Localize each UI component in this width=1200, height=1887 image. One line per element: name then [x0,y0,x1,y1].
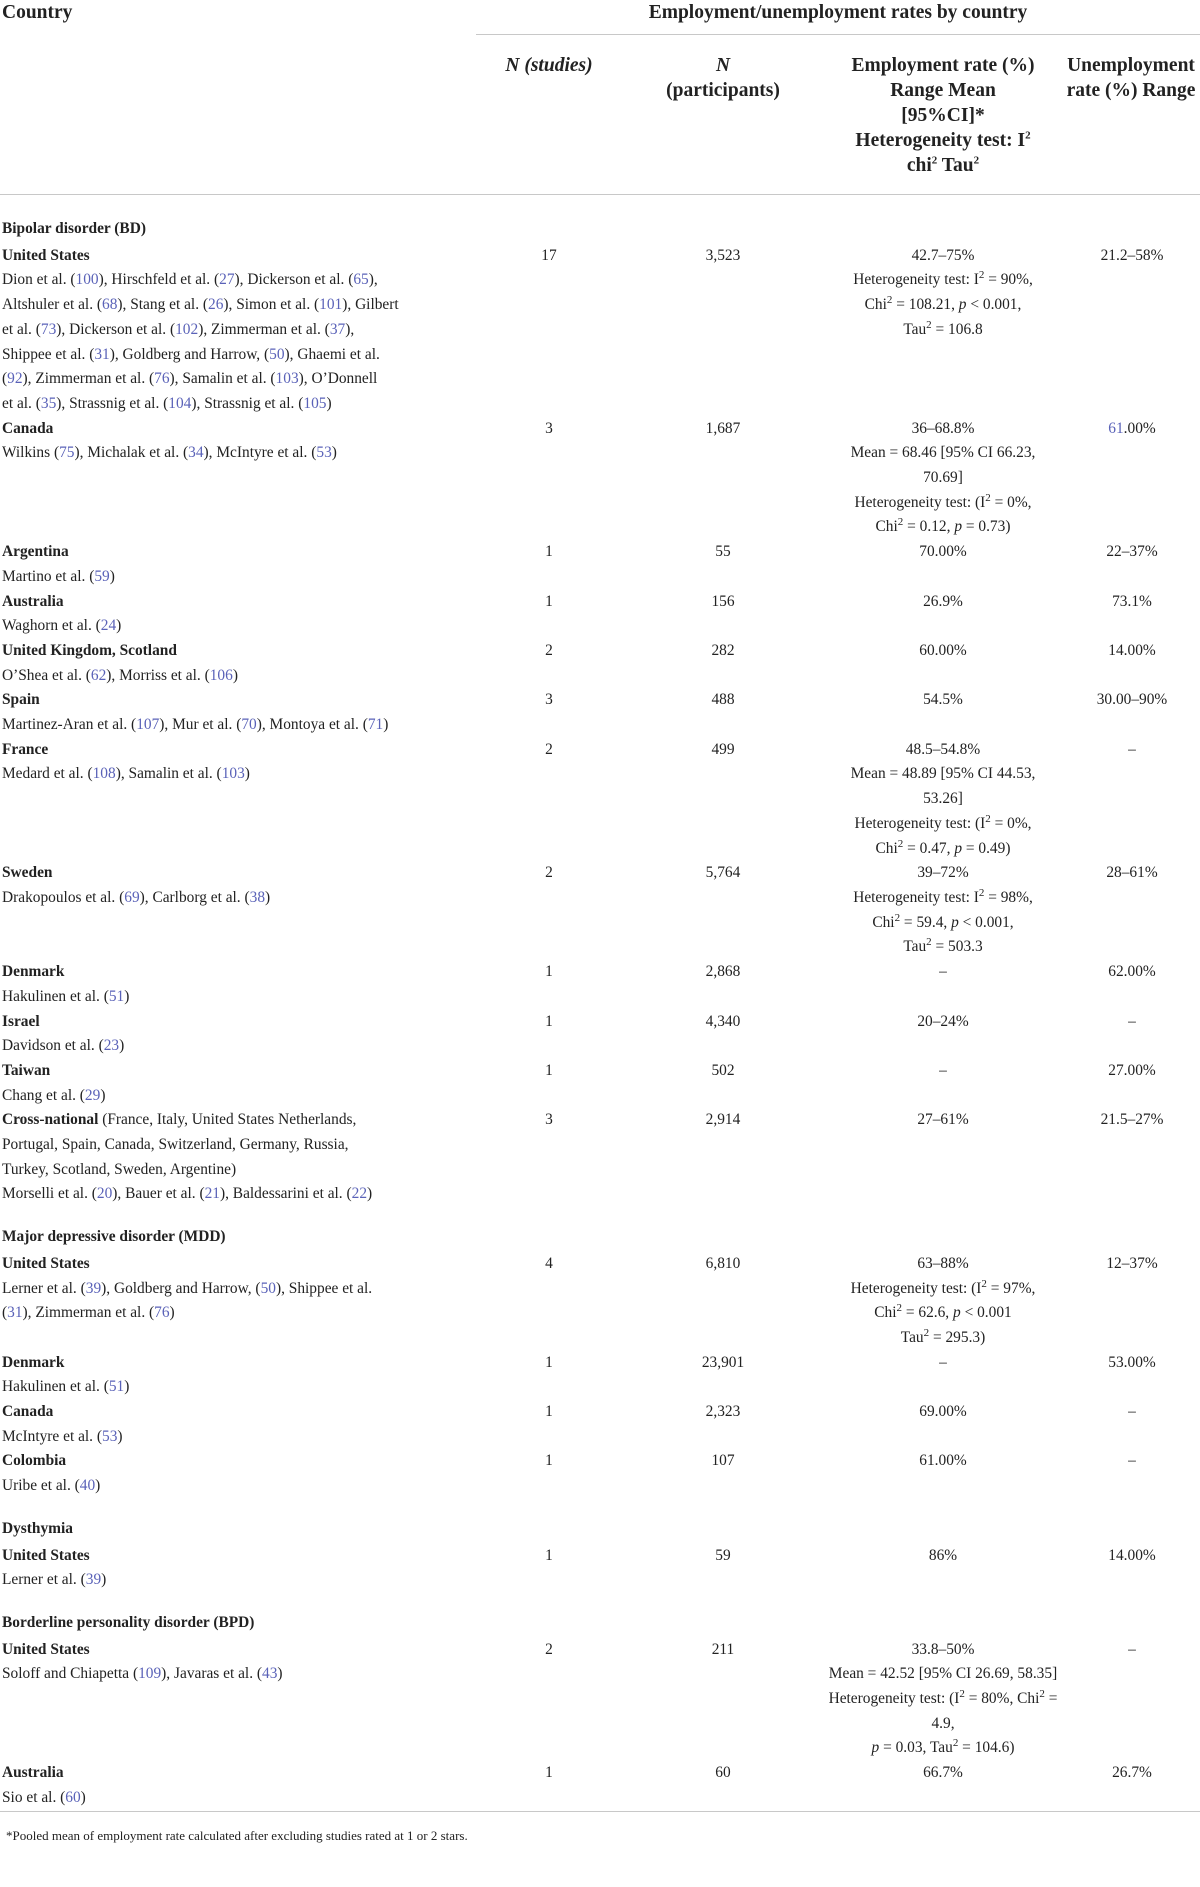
reference-line: Hakulinen et al. (51) [2,987,130,1005]
reference-line: Altshuler et al. (68), Stang et al. (26), Simon et al. (101), Gilbert [2,296,399,314]
study-references [2,886,476,911]
reference-line: Shippee et al. (31), Goldberg and Harrow, (50), Ghaemi et al. [2,345,380,363]
employment-rate-cell [824,1638,1062,1762]
reference-line: (31), Zimmerman et al. (76) [2,1304,175,1322]
employment-rate-cell [824,244,1062,417]
study-references [2,664,476,689]
section-row [0,1593,1200,1638]
n-studies-cell: 1 [545,963,553,981]
employment-line: Chi$^2$ = 0.47, p = 0.49) [875,837,1011,857]
n-studies-cell: 3 [545,691,553,709]
unemployment-rate-cell: 21.2–58% [1100,246,1164,264]
section-title: Major depressive disorder (MDD) [2,1228,226,1246]
country-name: Canada [2,419,54,437]
employment-rate-cell [824,1400,1062,1449]
country-cell [0,590,476,639]
n-studies-cell: 1 [545,1403,553,1421]
unemployment-rate-cell: 30.00–90% [1096,691,1168,709]
country-name: Denmark [2,1353,65,1371]
header-unemployment-line: rate (%) Range [1066,80,1196,101]
table-row [0,861,1200,960]
country-name: Israel [2,1012,40,1030]
study-references [2,565,476,590]
reference-line: Dion et al. (100), Hirschfeld et al. (27), Dickerson et al. (65), [2,271,378,289]
country-name: Australia [2,1764,64,1782]
n-studies-cell: 1 [545,592,553,610]
header-unemployment-line: Unemployment [1067,55,1195,76]
reference-line: Uribe et al. (40) [2,1477,101,1495]
unemployment-rate-cell: 73.1% [1112,592,1152,610]
table-row [0,639,1200,688]
unemployment-rate-cell: 28–61% [1106,864,1158,882]
unemployment-rate-cell: 14.00% [1108,1546,1156,1564]
table-footnote: *Pooled mean of employment rate calculated after excluding studies rated at 1 or 2 stars. [0,1811,1200,1848]
header-employment-line: Employment rate (%) [851,55,1035,76]
reference-line: Lerner et al. (39), Goldberg and Harrow, (50), Shippee et al. [2,1279,373,1297]
employment-line: p = 0.03, Tau$^2$ = 104.6) [871,1737,1015,1757]
unemployment-rate-cell: 61.00% [1108,419,1156,437]
country-name-line [2,738,476,763]
study-references [2,614,476,639]
header-employment-line: Range Mean [890,80,996,101]
employment-line: 42.7–75% [911,246,975,264]
n-participants-cell: 2,868 [705,963,741,981]
employment-line: 48.5–54.8% [905,740,981,758]
employment-line: 33.8–50% [911,1640,975,1658]
n-studies-cell: 17 [541,246,557,264]
unemployment-rate-cell: – [1128,1403,1136,1421]
employment-line: 27–61% [917,1111,969,1129]
header-employment-line: chi$^2$ Tau$^2$ [906,154,980,176]
study-references [2,1786,476,1811]
employment-rate-cell [824,861,1062,960]
employment-line: Heterogeneity test: ($I^2 = 0\%$, [854,491,1032,511]
header-employment-line: Heterogeneity test: $I^2$ [855,129,1031,151]
employment-rate-cell [824,590,1062,639]
header-group: Employment/unemployment rates by country [476,0,1200,35]
reference-line: Martino et al. (59) [2,567,115,585]
country-cell [0,1544,476,1593]
employment-rate-cell [824,639,1062,688]
unemployment-rate-cell: 21.5–27% [1100,1111,1164,1129]
employment-line: Mean = 42.52 [95% CI 26.69, 58.35] [828,1665,1058,1683]
table-row [0,960,1200,1009]
employment-line: Chi$^2$ = 59.4, p < 0.001, [872,911,1014,931]
employment-line: 63–88% [917,1254,969,1272]
employment-line: Heterogeneity test: ($I^2 = 80\%$, Chi$^2$ = 4.9, [828,1687,1058,1732]
country-name-line [2,417,476,442]
reference-line: Turkey, Scotland, Sweden, Argentine) [2,1160,237,1178]
employment-line: 70.69] [923,469,963,487]
country-name: United States [2,1254,90,1272]
table-row [0,417,1200,541]
table-row [0,1108,1200,1207]
n-participants-cell: 23,901 [701,1353,745,1371]
employment-line: Tau$^2$ = 295.3) [900,1326,986,1346]
unemployment-rate-cell: 27.00% [1108,1061,1156,1079]
employment-line: Chi$^2$ = 108.21, p < 0.001, [864,293,1022,314]
header-country: Country [2,2,73,23]
country-name-line [2,1638,476,1663]
unemployment-rate-cell: 14.00% [1108,641,1156,659]
employment-rate-cell [824,1351,1062,1400]
country-name: France [2,740,49,758]
study-references [2,441,476,466]
header-blank [0,35,476,195]
n-studies-cell: 2 [545,864,553,882]
n-studies-cell: 1 [545,1012,553,1030]
country-cell [0,1449,476,1498]
country-cell [0,1761,476,1811]
country-cell [0,738,476,862]
employment-line: 61.00% [919,1452,967,1470]
n-studies-cell: 1 [545,1764,553,1782]
study-references [2,1034,476,1059]
header-n-participants [622,35,824,195]
n-participants-cell: 107 [711,1452,735,1470]
unemployment-rate-cell: – [1128,1452,1136,1470]
reference-line: Hakulinen et al. (51) [2,1378,130,1396]
study-references [2,1662,476,1687]
table-row [0,1010,1200,1059]
unemployment-rate-cell: 12–37% [1106,1254,1158,1272]
reference-line: Portugal, Spain, Canada, Switzerland, Germany, Russia, [2,1136,349,1154]
study-references [2,713,476,738]
n-studies-cell: 3 [545,419,553,437]
country-name: Sweden [2,864,53,882]
unemployment-rate-cell: 26.7% [1112,1764,1152,1782]
n-studies-cell: 1 [545,1452,553,1470]
table-row [0,540,1200,589]
section-row [0,195,1200,244]
section-row [0,1499,1200,1544]
study-references [2,1133,476,1207]
country-cell [0,1108,476,1207]
country-name-line [2,1544,476,1569]
country-name-line [2,1252,476,1277]
employment-line: Mean = 48.89 [95% CI 44.53, [850,765,1036,783]
n-participants-cell: 2,914 [705,1111,741,1129]
reference-line: Waghorn et al. (24) [2,617,122,635]
header-n-participants-label: (participants) [666,80,780,101]
reference-line: Wilkins (75), Michalak et al. (34), McIntyre et al. (53) [2,444,337,462]
table-row [0,1400,1200,1449]
unemployment-rate-cell: 22–37% [1106,543,1158,561]
unemployment-rate-cell: 53.00% [1108,1353,1156,1371]
study-references [2,985,476,1010]
country-name-line [2,1108,476,1133]
country-cell [0,1010,476,1059]
n-participants-cell: 211 [711,1640,735,1658]
employment-line: Chi$^2$ = 0.12, p = 0.73) [875,516,1011,536]
table-row [0,1761,1200,1811]
study-references [2,1474,476,1499]
employment-rate-cell [824,1010,1062,1059]
study-references [2,1375,476,1400]
n-participants-cell: 1,687 [705,419,741,437]
employment-line: Tau$^2$ = 106.8 [903,318,983,338]
country-name-line [2,1059,476,1084]
header-unemployment-rate [1062,35,1200,195]
n-participants-cell: 3,523 [705,246,741,264]
country-cell [0,639,476,688]
n-studies-cell: 1 [545,543,553,561]
section-row [0,1207,1200,1252]
country-name-line [2,960,476,985]
country-name: Australia [2,592,64,610]
n-studies-cell: 4 [545,1254,553,1272]
country-name: Taiwan [2,1061,51,1079]
table-row [0,1638,1200,1762]
country-cell [0,540,476,589]
reference-line: McIntyre et al. (53) [2,1427,123,1445]
table-row [0,1252,1200,1351]
n-participants-cell: 156 [711,592,735,610]
n-studies-cell: 1 [545,1061,553,1079]
table-row [0,590,1200,639]
n-studies-cell: 2 [545,641,553,659]
country-name: Argentina [2,543,69,561]
table-row [0,1449,1200,1498]
country-name-line [2,540,476,565]
country-name-line [2,639,476,664]
employment-line: 20–24% [917,1012,969,1030]
n-participants-cell: 59 [715,1546,731,1564]
n-participants-cell: 6,810 [705,1254,741,1272]
n-studies-cell: 1 [545,1546,553,1564]
table-row [0,688,1200,737]
employment-line: 86% [928,1546,958,1564]
section-title: Bipolar disorder (BD) [2,220,146,237]
table-row [0,244,1200,417]
country-cell [0,1252,476,1351]
employment-line: Tau$^2$ = 503.3 [903,936,983,956]
n-studies-cell: 2 [545,740,553,758]
unemployment-rate-cell: – [1128,740,1136,758]
country-name-line [2,1010,476,1035]
country-note: (France, Italy, United States Netherlands, [98,1111,357,1129]
country-name-line [2,1761,476,1786]
n-participants-cell: 5,764 [705,864,741,882]
country-cell [0,960,476,1009]
table-row [0,1351,1200,1400]
reference-line: Soloff and Chiapetta (109), Javaras et al. (43) [2,1665,283,1683]
country-name-line [2,1351,476,1376]
country-cell [0,1351,476,1400]
reference-line: (92), Zimmerman et al. (76), Samalin et al. (103), O’Donnell [2,370,378,388]
country-cell [0,244,476,417]
employment-rate-cell [824,417,1062,541]
n-participants-cell: 55 [715,543,731,561]
employment-line: – [939,1353,947,1371]
country-name: Cross-national [2,1111,99,1129]
employment-line: – [939,1061,947,1079]
employment-line: Heterogeneity test: $I^2 = 90\%$, [853,269,1033,289]
country-cell [0,417,476,541]
employment-rate-cell [824,960,1062,1009]
reference-line: Davidson et al. (23) [2,1037,125,1055]
country-name-line [2,244,476,269]
country-name: Canada [2,1403,54,1421]
header-n-studies [476,35,622,195]
country-name-line [2,861,476,886]
employment-line: 54.5% [923,691,963,709]
country-name: Denmark [2,963,65,981]
reference-line: et al. (73), Dickerson et al. (102), Zimmerman et al. (37), [2,320,355,338]
employment-line: – [939,963,947,981]
country-cell [0,861,476,960]
employment-line: 70.00% [919,543,967,561]
employment-rate-cell [824,1544,1062,1593]
country-name: United States [2,1640,90,1658]
reference-line: Chang et al. (29) [2,1086,106,1104]
n-studies-cell: 2 [545,1640,553,1658]
country-name-line [2,688,476,713]
country-cell [0,688,476,737]
header-employment-rate [824,35,1062,195]
reference-line: O’Shea et al. (62), Morriss et al. (106) [2,666,238,684]
header-n-studies-text: N (studies) [505,55,593,76]
employment-line: 39–72% [917,864,969,882]
reference-line: Drakopoulos et al. (69), Carlborg et al. (38) [2,888,271,906]
table-row [0,1544,1200,1593]
reference-line: Martinez-Aran et al. (107), Mur et al. (70), Montoya et al. (71) [2,716,389,734]
study-references [2,1425,476,1450]
country-cell [0,1638,476,1762]
reference-line: et al. (35), Strassnig et al. (104), Strassnig et al. (105) [2,394,332,412]
employment-line: 60.00% [919,641,967,659]
n-participants-cell: 502 [711,1061,735,1079]
unemployment-rate-cell: – [1128,1640,1136,1658]
reference-line: Morselli et al. (20), Bauer et al. (21), Baldessarini et al. (22) [2,1185,373,1203]
country-name-line [2,590,476,615]
employment-rate-cell [824,738,1062,862]
employment-rate-cell [824,1761,1062,1811]
employment-rate-cell [824,1108,1062,1207]
reference-line: Sio et al. (60) [2,1788,86,1806]
study-references [2,762,476,787]
n-studies-cell: 3 [545,1111,553,1129]
table-body [0,195,1200,1812]
employment-line: Mean = 68.46 [95% CI 66.23, [850,444,1036,462]
n-participants-cell: 282 [711,641,735,659]
employment-rate-cell [824,688,1062,737]
employment-line: 53.26] [923,790,963,808]
country-name: Spain [2,691,40,709]
n-participants-cell: 2,323 [705,1403,741,1421]
employment-line: 26.9% [923,592,963,610]
table-row [0,1059,1200,1108]
n-participants-cell: 499 [711,740,735,758]
section-title: Borderline personality disorder (BPD) [2,1613,255,1631]
country-cell [0,1400,476,1449]
header-n-participants-n: N [715,55,731,76]
study-references [2,1277,476,1326]
section-title: Dysthymia [2,1519,73,1537]
country-name: United States [2,246,90,264]
header-employment-line: [95%CI]* [901,105,985,126]
employment-line: Heterogeneity test: ($I^2 = 0\%$, [854,812,1032,832]
study-references [2,1084,476,1109]
n-participants-cell: 488 [711,691,735,709]
employment-rate-cell [824,1252,1062,1351]
n-participants-cell: 60 [715,1764,731,1782]
employment-line: Heterogeneity test: $I^2 = 98\%$, [853,886,1033,906]
employment-line: 66.7% [923,1764,963,1782]
employment-rate-cell [824,1059,1062,1108]
employment-line: Chi$^2$ = 62.6, p < 0.001 [874,1302,1012,1322]
n-participants-cell: 4,340 [705,1012,741,1030]
employment-rate-cell [824,540,1062,589]
country-name-line [2,1400,476,1425]
n-studies-cell: 1 [545,1353,553,1371]
unemployment-rate-cell: – [1128,1012,1136,1030]
unemployment-rate-cell: 62.00% [1108,963,1156,981]
country-cell [0,1059,476,1108]
employment-line: 69.00% [919,1403,967,1421]
country-name: United States [2,1546,90,1564]
reference-line: Medard et al. (108), Samalin et al. (103) [2,765,250,783]
employment-line: 36–68.8% [911,419,975,437]
country-name-line [2,1449,476,1474]
country-name: Colombia [2,1452,67,1470]
study-references [2,268,476,416]
reference-line: Lerner et al. (39) [2,1571,107,1589]
employment-line: Heterogeneity test: ($I^2 = 97\%$, [850,1277,1036,1297]
table-row [0,738,1200,862]
country-name: United Kingdom, Scotland [2,641,177,659]
employment-rate-cell [824,1449,1062,1498]
study-references [2,1568,476,1593]
